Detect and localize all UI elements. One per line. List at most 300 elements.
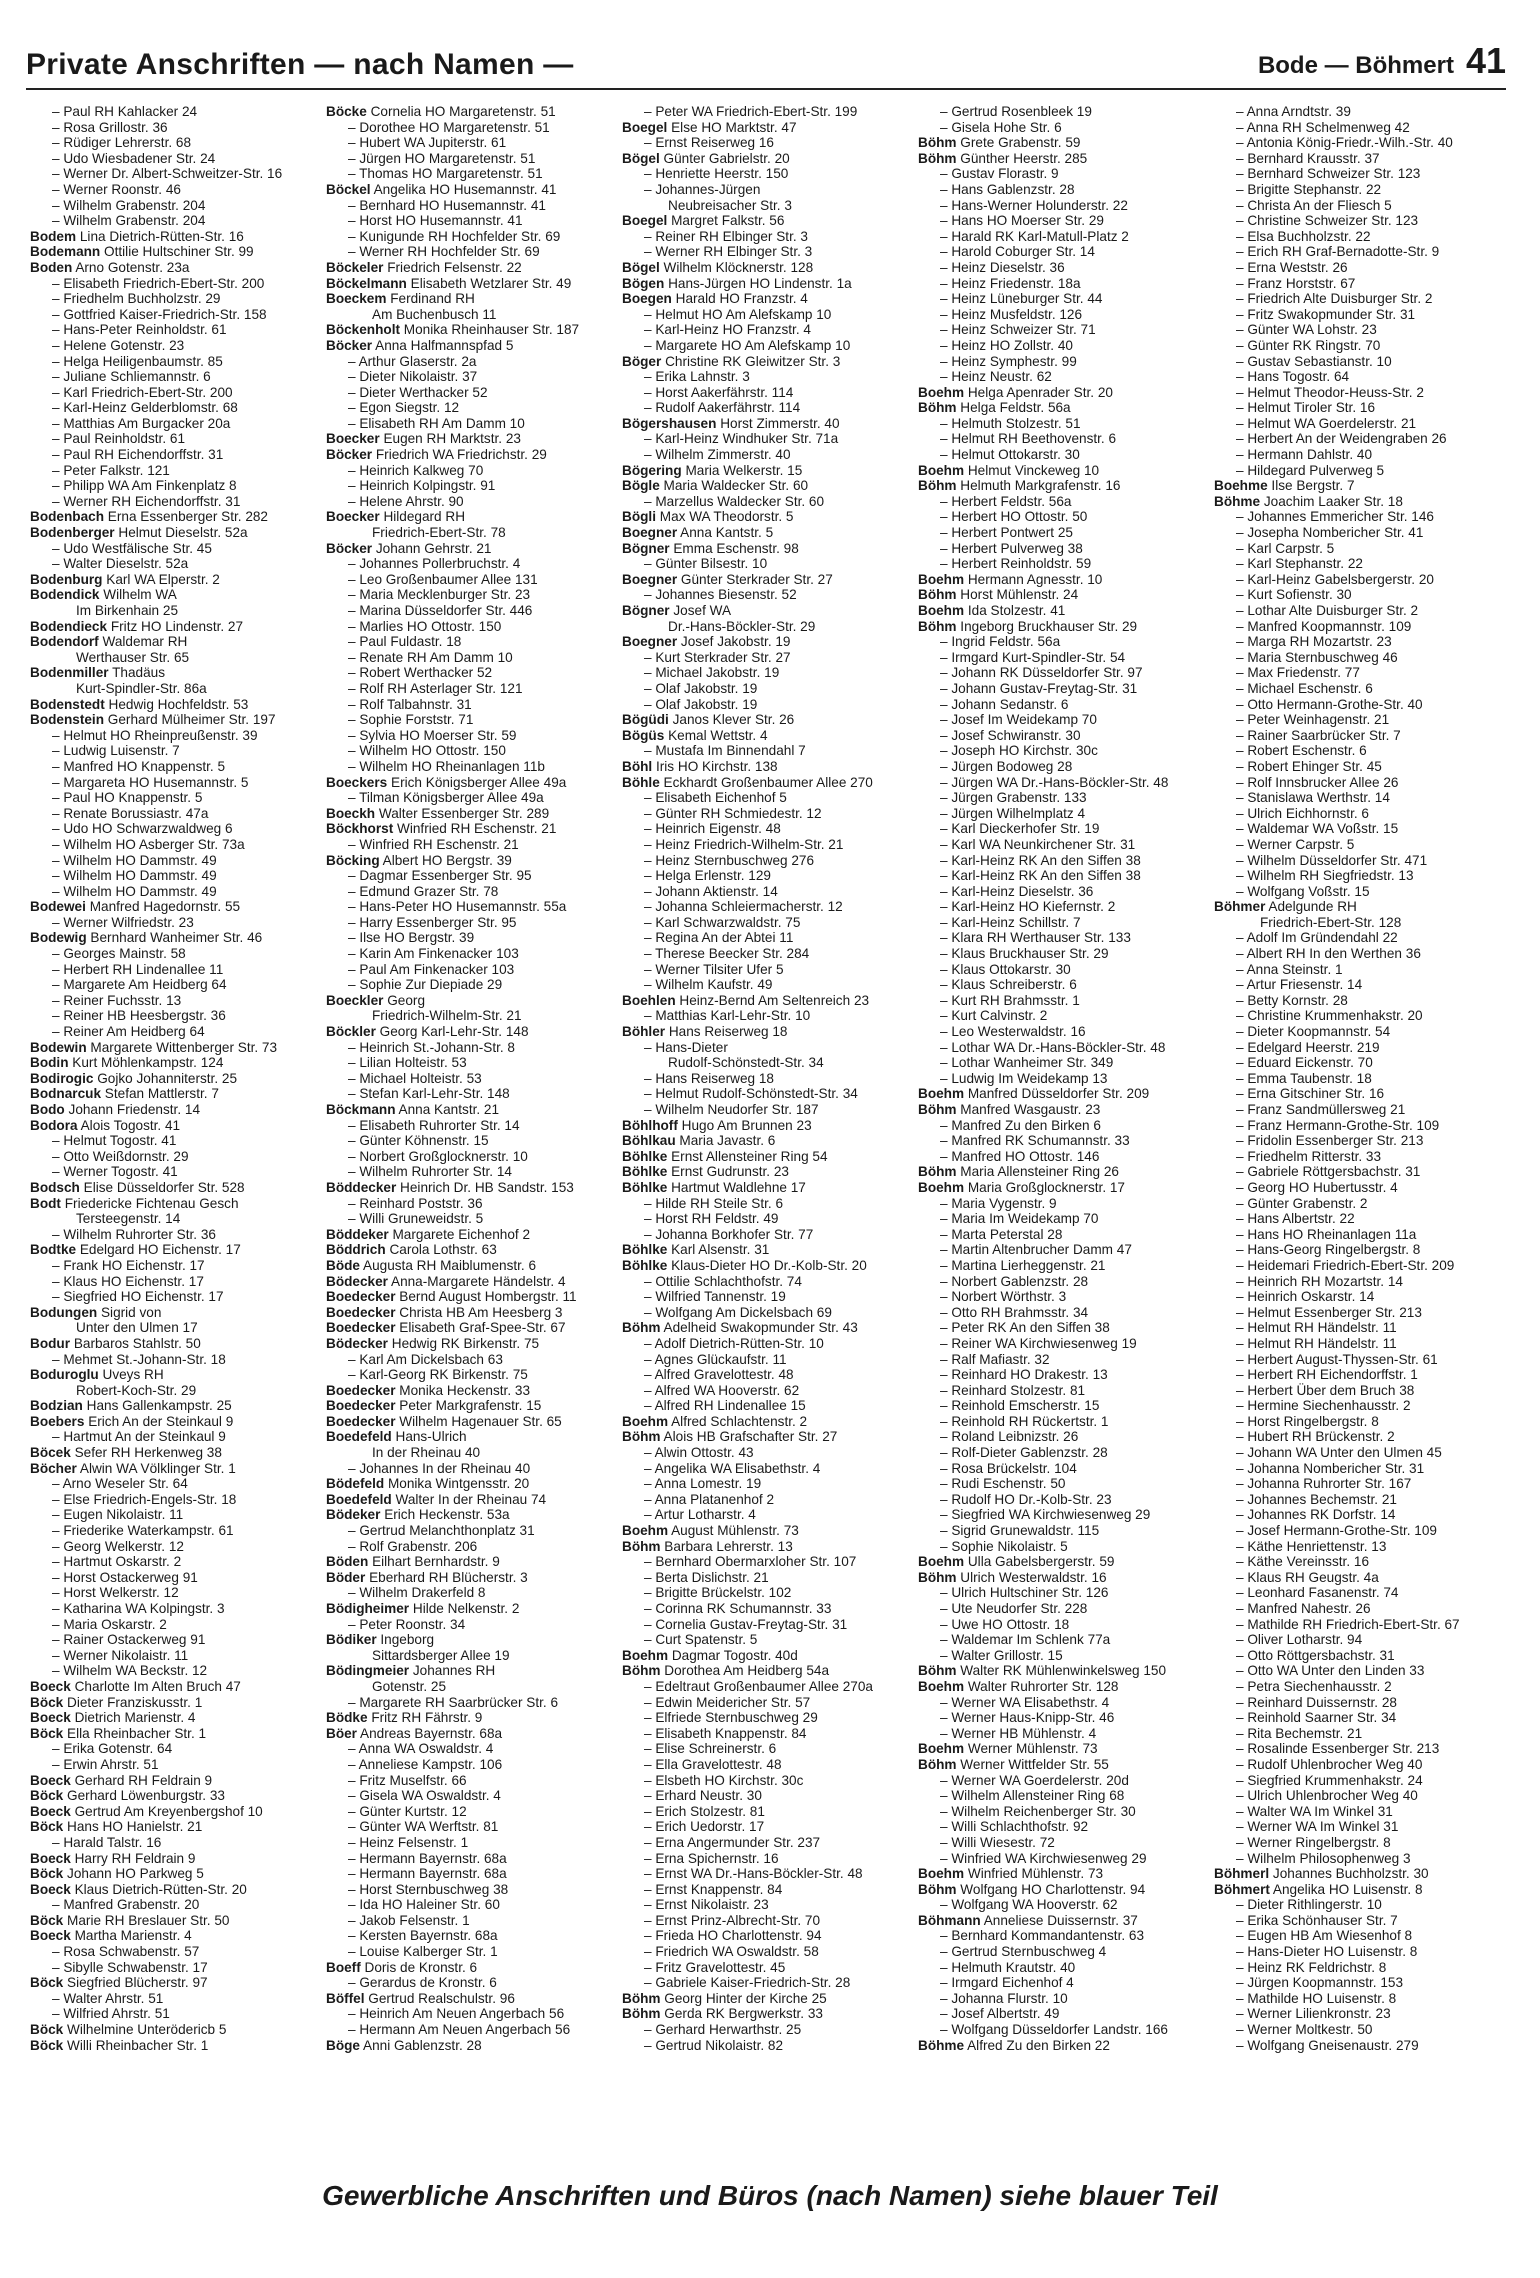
directory-entry: – Horst Welkerstr. 12 — [52, 1585, 179, 1601]
directory-entry: – Jürgen HO Margaretenstr. 51 — [348, 150, 536, 166]
directory-entry: – Karl Dieckerhofer Str. 19 — [940, 821, 1100, 837]
directory-entry: – Klara RH Werthauser Str. 133 — [940, 930, 1131, 946]
entry-details: Georg — [387, 992, 425, 1008]
surname: Bögen — [622, 275, 665, 291]
directory-entry: – Manfred Zu den Birken 6 — [940, 1117, 1101, 1133]
directory-entry — [326, 1554, 618, 1570]
directory-entry: – Josepha Nombericher Str. 41 — [1236, 525, 1424, 541]
directory-entry: – Ludwig Luisenstr. 7 — [52, 743, 180, 759]
directory-entry: – Erhard Neustr. 30 — [644, 1788, 762, 1804]
directory-entry — [326, 104, 618, 120]
entry-details: Walter In der Rheinau 74 — [395, 1491, 547, 1507]
surname: Boegel — [622, 119, 668, 135]
directory-entry: – Erika Gotenstr. 64 — [52, 1741, 173, 1757]
directory-entry: – Gustav Sebastianstr. 10 — [1236, 353, 1392, 369]
directory-entry: Werthauser Str. 65 — [76, 649, 190, 665]
surname: Böhmer — [1214, 899, 1266, 915]
entry-details: Friedrich Felsenstr. 22 — [387, 259, 522, 275]
entry-details: Harald HO Franzstr. 4 — [675, 291, 808, 307]
directory-entry: – Dieter Werthacker 52 — [348, 384, 488, 400]
entry-details: Ernst Gudrunstr. 23 — [671, 1164, 789, 1180]
entry-details: Helga Apenrader Str. 20 — [967, 384, 1113, 400]
surname: Bodenburg — [30, 571, 103, 587]
directory-entry: – Bernhard Krausstr. 37 — [1236, 150, 1380, 166]
entry-details: Sefer RH Herkenweg 38 — [74, 1445, 222, 1461]
directory-entry: – Rudi Eschenstr. 50 — [940, 1476, 1066, 1492]
surname: Böcker — [326, 447, 373, 463]
directory-entry: – Helmut RH Händelstr. 11 — [1236, 1335, 1397, 1351]
directory-entry: – Harry Essenberger Str. 95 — [348, 914, 517, 930]
surname: Bödke — [326, 1710, 368, 1726]
directory-entry: – Heinz Dieselstr. 36 — [940, 259, 1065, 275]
directory-entry: – Wilhelm HO Ottostr. 150 — [348, 743, 506, 759]
entry-details: Elise Düsseldorfer Str. 528 — [83, 1179, 245, 1195]
surname: Böhl — [622, 758, 653, 774]
entry-details: Margarete Eichenhof 2 — [392, 1226, 531, 1242]
directory-entry: – Reinhard Poststr. 36 — [348, 1195, 483, 1211]
directory-entry — [622, 572, 914, 588]
entry-details: Ottilie Hultschiner Str. 99 — [104, 244, 254, 260]
directory-entry: – Wolfgang Düsseldorfer Landstr. 166 — [940, 2022, 1168, 2038]
directory-entry: – Horst RH Feldstr. 49 — [644, 1211, 779, 1227]
directory-entry: – Ernst WA Dr.-Hans-Böckler-Str. 48 — [644, 1866, 863, 1882]
directory-entry: – Hans Togostr. 64 — [1236, 369, 1350, 385]
directory-entry: – Bernhard HO Husemannstr. 41 — [348, 197, 546, 213]
directory-entry: – Alfred Gravelottestr. 48 — [644, 1367, 794, 1383]
entry-details: Barbaros Stahlstr. 50 — [73, 1335, 201, 1351]
directory-entry: Gotenstr. 25 — [372, 1678, 447, 1694]
surname: Boehm — [918, 571, 965, 587]
surname: Boeckem — [326, 291, 387, 307]
directory-entry: – Sylvia HO Moerser Str. 59 — [348, 727, 517, 743]
directory-entry — [326, 182, 618, 198]
directory-entry: – Manfred HO Knappenstr. 5 — [52, 758, 226, 774]
directory-entry: – Hermine Siechenhausstr. 2 — [1236, 1398, 1411, 1414]
surname: Bodendorf — [30, 634, 99, 650]
directory-entry: – Siegfried HO Eichenstr. 17 — [52, 1289, 224, 1305]
entry-details: Gertrud Am Kreyenbergshof 10 — [74, 1803, 263, 1819]
directory-entry — [30, 930, 322, 946]
directory-entry: – Wilhelm RH Siegfriedstr. 13 — [1236, 868, 1414, 884]
directory-entry: – Dieter Rithlingerstr. 10 — [1236, 1897, 1382, 1913]
directory-entry: – Heinz Neustr. 62 — [940, 369, 1052, 385]
directory-entry — [30, 2038, 322, 2054]
directory-entry: – Thomas HO Margaretenstr. 51 — [348, 166, 543, 182]
directory-entry: – Johannes Pollerbruchstr. 4 — [348, 556, 521, 572]
directory-entry: – Marina Düsseldorfer Str. 446 — [348, 603, 533, 618]
directory-entry: – Petra Siechenhausstr. 2 — [1236, 1678, 1392, 1694]
directory-entry: – Gisela WA Oswaldstr. 4 — [348, 1788, 501, 1804]
directory-entry: – Irmgard Eichenhof 4 — [940, 1975, 1074, 1991]
entry-details: Anna-Margarete Händelstr. 4 — [391, 1273, 566, 1289]
directory-entry — [918, 1882, 1210, 1898]
directory-entry — [1214, 494, 1506, 510]
directory-entry: – Helga Erlenstr. 129 — [644, 868, 771, 884]
directory-entry: – Ernst Knappenstr. 84 — [644, 1881, 783, 1897]
directory-entry: – Wilhelm HO Rheinanlagen 11b — [348, 758, 545, 774]
surname: Böffel — [326, 1990, 365, 2006]
surname: Bögershausen — [622, 415, 717, 431]
directory-entry: – Horst Sternbuschweg 38 — [348, 1881, 509, 1897]
directory-entry: – Olaf Jakobstr. 19 — [644, 680, 758, 696]
entry-details: Werner Wittfelder Str. 55 — [960, 1756, 1109, 1772]
surname: Bodt — [30, 1195, 61, 1211]
directory-entry: – Manfred HO Ottostr. 146 — [940, 1148, 1100, 1164]
surname: Böhm — [918, 400, 957, 416]
directory-entry: – Leo Großenbaumer Allee 131 — [348, 571, 538, 587]
directory-entry — [30, 1773, 322, 1789]
directory-entry: – Erna Weststr. 26 — [1236, 259, 1348, 275]
directory-entry: – Johann Aktienstr. 14 — [644, 883, 778, 899]
directory-entry: – Hans-Dieter — [644, 1039, 728, 1055]
directory-entry — [918, 463, 1210, 479]
surname: Bögüdi — [622, 712, 669, 728]
directory-entry: – Ida HO Haleiner Str. 60 — [348, 1897, 500, 1913]
directory-entry: – Paul RH Eichendorffstr. 31 — [52, 447, 224, 463]
directory-entry — [622, 151, 914, 167]
surname: Boehm — [918, 1086, 965, 1102]
directory-entry: – Paul Fuldastr. 18 — [348, 634, 462, 650]
directory-entry: – Günter Kurtstr. 12 — [348, 1803, 467, 1819]
directory-entry: Rudolf-Schönstedt-Str. 34 — [668, 1055, 824, 1071]
directory-entry: – Walter Grillostr. 15 — [940, 1647, 1063, 1663]
directory-entry: – Herbert August-Thyssen-Str. 61 — [1236, 1351, 1438, 1367]
directory-entry — [622, 213, 914, 229]
surname: Bodenstedt — [30, 696, 105, 712]
directory-entry: – Heinrich Kalkweg 70 — [348, 462, 484, 478]
directory-entry: – Werner Ringelbergstr. 8 — [1236, 1834, 1391, 1850]
directory-entry — [918, 619, 1210, 635]
directory-entry: – Waldemar Im Schlenk 77a — [940, 1632, 1111, 1648]
directory-entry: – Franz Hermann-Grothe-Str. 109 — [1236, 1117, 1440, 1133]
directory-entry: – Günter WA Lohstr. 23 — [1236, 322, 1377, 338]
surname: Böden — [326, 1554, 369, 1570]
entry-details: Hans Gallenkampstr. 25 — [86, 1398, 232, 1414]
directory-entry: – Herbert Reinholdstr. 59 — [940, 556, 1092, 572]
entry-details: Joachim Laaker Str. 18 — [1263, 493, 1403, 509]
surname: Böde — [326, 1257, 360, 1273]
surname: Böck — [30, 1694, 64, 1710]
entry-details: August Mühlenstr. 73 — [671, 1523, 799, 1539]
directory-entry — [30, 1180, 322, 1196]
directory-entry: – Hermann Bayernstr. 68a — [348, 1866, 507, 1882]
directory-entry: – Walter Dieselstr. 52a — [52, 556, 189, 572]
directory-entry: – Ulrich Hultschiner Str. 126 — [940, 1585, 1109, 1601]
directory-entry — [326, 853, 618, 869]
entry-details: Günter Sterkrader Str. 27 — [680, 571, 833, 587]
surname: Boegner — [622, 525, 678, 541]
directory-entry: – Willi Gruneweidstr. 5 — [348, 1211, 484, 1227]
directory-entry: – Heinrich St.-Johann-Str. 8 — [348, 1039, 515, 1055]
directory-entry: – Horst Ostackerweg 91 — [52, 1569, 198, 1585]
directory-entry: – Johanna Borkhofer Str. 77 — [644, 1226, 814, 1242]
directory-entry: – Hilde RH Steile Str. 6 — [644, 1195, 784, 1211]
entry-details: Friedrich WA Friedrichstr. 29 — [375, 447, 547, 463]
entry-details: Else HO Marktstr. 47 — [671, 119, 797, 135]
directory-entry: – Frieda HO Charlottenstr. 94 — [644, 1928, 822, 1944]
directory-entry: – Eduard Eickenstr. 70 — [1236, 1055, 1373, 1071]
directory-entry: – Erich RH Graf-Bernadotte-Str. 9 — [1236, 244, 1440, 260]
entry-details: Hans-Jürgen HO Lindenstr. 1a — [668, 275, 852, 291]
directory-entry: – Heinz HO Zollstr. 40 — [940, 337, 1073, 353]
directory-entry — [918, 1757, 1210, 1773]
directory-entry: – Gisela Hohe Str. 6 — [940, 119, 1062, 135]
directory-entry — [30, 1305, 322, 1321]
directory-entry — [918, 1180, 1210, 1196]
directory-entry: – Karl Schwarzwaldstr. 75 — [644, 914, 801, 930]
directory-entry — [30, 1414, 322, 1430]
directory-entry: – Heinz Felsenstr. 1 — [348, 1834, 469, 1850]
directory-entry — [30, 1975, 322, 1991]
entry-details: Walter Ruhrorter Str. 128 — [967, 1678, 1119, 1694]
directory-entry: – Helmut RH Beethovenstr. 6 — [940, 431, 1117, 447]
directory-entry — [30, 1102, 322, 1118]
directory-entry — [622, 541, 914, 557]
directory-entry: – Werner WA Goerdelerstr. 20d — [940, 1772, 1129, 1788]
directory-entry: – Heinz Musfeldstr. 126 — [940, 306, 1083, 322]
directory-entry — [30, 1804, 322, 1820]
entry-details: Manfred Düsseldorfer Str. 209 — [967, 1086, 1150, 1102]
directory-entry: Sittardsberger Allee 19 — [372, 1647, 510, 1663]
entry-details: Maria Welkerstr. 15 — [685, 462, 803, 478]
directory-entry: – Gertrud Nikolaistr. 82 — [644, 2037, 784, 2053]
directory-entry: – Fridolin Essenberger Str. 213 — [1236, 1133, 1424, 1149]
directory-entry: – Josef Hermann-Grothe-Str. 109 — [1236, 1523, 1437, 1539]
entry-details: Eugen RH Marktstr. 23 — [383, 431, 521, 447]
directory-entry — [326, 1507, 618, 1523]
directory-entry: – Lothar Wanheimer Str. 349 — [940, 1055, 1114, 1071]
directory-entry: – Josef Albertstr. 49 — [940, 2006, 1060, 2022]
directory-entry: – Kurt Sofienstr. 30 — [1236, 587, 1352, 603]
directory-entry — [918, 1679, 1210, 1695]
directory-entry: – Helga Heiligenbaumstr. 85 — [52, 353, 223, 369]
directory-entry: – Margarete HO Am Alefskamp 10 — [644, 337, 851, 353]
directory-entry: – Heinz Sternbuschweg 276 — [644, 852, 815, 868]
directory-entry: – Rosa Brückelstr. 104 — [940, 1460, 1077, 1476]
directory-entry: – Erika Schönhauser Str. 7 — [1236, 1912, 1398, 1928]
directory-entry — [326, 1476, 618, 1492]
surname: Bödecker — [326, 1273, 388, 1289]
directory-entry — [622, 120, 914, 136]
entry-details: Werner Mühlenstr. 73 — [967, 1741, 1098, 1757]
directory-entry: – Wilhelm HO Asberger Str. 73a — [52, 836, 245, 852]
directory-entry: – Reinhard HO Drakestr. 13 — [940, 1367, 1108, 1383]
surname: Boduroglu — [30, 1367, 99, 1383]
directory-entry — [622, 1118, 914, 1134]
directory-entry: – Helmut Togostr. 41 — [52, 1133, 177, 1149]
directory-entry — [326, 806, 618, 822]
directory-entry: – Matthias Karl-Lehr-Str. 10 — [644, 1008, 811, 1024]
directory-entry: – Horst Ringelbergstr. 8 — [1236, 1413, 1379, 1429]
directory-entry: – Wilhelm Grabenstr. 204 — [52, 213, 206, 229]
directory-entry: – Elisabeth Eichenhof 5 — [644, 790, 787, 806]
directory-entry: – Helmut HO Am Alefskamp 10 — [644, 306, 832, 322]
directory-entry: – Gertrud Melanchthonplatz 31 — [348, 1523, 535, 1539]
directory-entry: – Anna WA Oswaldstr. 4 — [348, 1741, 494, 1757]
directory-entry — [622, 525, 914, 541]
directory-entry: – Katharina WA Kolpingstr. 3 — [52, 1601, 225, 1616]
directory-column — [622, 104, 918, 2154]
directory-entry — [326, 1242, 618, 1258]
directory-entry: – Margarete Am Heidberg 64 — [52, 977, 227, 993]
directory-entry: – Anna RH Schelmenweg 42 — [1236, 119, 1410, 135]
directory-entry: – Mathilde RH Friedrich-Ebert-Str. 67 — [1236, 1616, 1460, 1632]
directory-entry — [918, 572, 1210, 588]
entry-details: Heinrich Dr. HB Sandstr. 153 — [400, 1179, 574, 1195]
entry-details: Ernst Allensteiner Ring 54 — [671, 1148, 828, 1164]
directory-entry — [30, 1445, 322, 1461]
directory-entry: – Sigrid Grunewaldstr. 115 — [940, 1523, 1100, 1539]
surname: Böer — [326, 1725, 357, 1741]
surname: Boeck — [30, 1881, 71, 1897]
directory-entry — [622, 1024, 914, 1040]
page-range — [1258, 40, 1506, 82]
entry-details: Peter Markgrafenstr. 15 — [399, 1398, 542, 1414]
directory-entry: – Reinhold Saarner Str. 34 — [1236, 1710, 1397, 1726]
surname: Böddecker — [326, 1179, 397, 1195]
directory-entry: – Karin Am Finkenacker 103 — [348, 946, 519, 962]
directory-entry: – Helmut Theodor-Heuss-Str. 2 — [1236, 384, 1424, 400]
surname: Boeck — [30, 1803, 71, 1819]
entry-details: Erna Essenberger Str. 282 — [107, 509, 268, 525]
surname: Böhme — [918, 2037, 965, 2053]
directory-entry: – Jürgen Koopmannstr. 153 — [1236, 1975, 1404, 1991]
directory-entry: – Frank HO Eichenstr. 17 — [52, 1257, 205, 1273]
entry-details: Dorothea Am Heidberg 54a — [664, 1663, 830, 1679]
directory-entry — [30, 525, 322, 541]
surname: Bödigheimer — [326, 1601, 410, 1616]
surname: Boegel — [622, 213, 668, 229]
surname: Böhm — [918, 1569, 957, 1585]
directory-entry: – Karl-Heinz Windhuker Str. 71a — [644, 431, 839, 447]
directory-entry: – Joseph HO Kirchstr. 30c — [940, 743, 1098, 759]
directory-entry — [30, 697, 322, 713]
surname: Böddrich — [326, 1242, 386, 1258]
directory-entry: – Reinhard Stolzestr. 81 — [940, 1382, 1086, 1398]
directory-entry: – Artur Lotharstr. 4 — [644, 1507, 756, 1523]
directory-entry: – Arno Weseler Str. 64 — [52, 1476, 188, 1492]
directory-entry: – Wilhelm Ruhrorter Str. 36 — [52, 1226, 216, 1242]
surname: Boeck — [30, 1928, 71, 1944]
directory-entry: – Werner RH Eichendorffstr. 31 — [52, 493, 241, 509]
directory-entry: – Maria Im Weidekamp 70 — [940, 1211, 1099, 1227]
directory-entry: – Siegfried Krummenhakstr. 24 — [1236, 1772, 1423, 1788]
directory-entry: – Tilman Königsberger Allee 49a — [348, 790, 544, 806]
entry-details: Fritz HO Lindenstr. 27 — [110, 618, 244, 634]
directory-entry: – Christine Schweizer Str. 123 — [1236, 213, 1419, 229]
directory-entry: – Alwin Ottostr. 43 — [644, 1445, 754, 1461]
entry-details: Georg Hinter der Kirche 25 — [664, 1990, 827, 2006]
directory-entry: – Ilse HO Bergstr. 39 — [348, 930, 475, 946]
directory-entry: – Reiner Am Heidberg 64 — [52, 1024, 205, 1040]
entry-details: Arno Gotenstr. 23a — [75, 259, 190, 275]
directory-entry: – Marzellus Waldecker Str. 60 — [644, 493, 825, 509]
directory-entry: – Michael Eschenstr. 6 — [1236, 680, 1373, 696]
surname: Böhm — [622, 1663, 661, 1679]
directory-entry: – Erna Spichernstr. 16 — [644, 1850, 779, 1866]
directory-entry — [918, 2038, 1210, 2054]
entry-details: Wolfgang HO Charlottenstr. 94 — [960, 1881, 1146, 1897]
directory-entry: – Erika Lahnstr. 3 — [644, 369, 750, 385]
directory-entry — [30, 1788, 322, 1804]
entry-details: Marie RH Breslauer Str. 50 — [67, 1912, 230, 1928]
directory-entry: – Ernst Reiserweg 16 — [644, 135, 774, 151]
directory-entry: Im Birkenhain 25 — [76, 603, 179, 618]
directory-entry — [326, 447, 618, 463]
directory-entry: – Rosalinde Essenberger Str. 213 — [1236, 1741, 1440, 1757]
directory-entry — [918, 478, 1210, 494]
directory-entry: – Werner Nikolaistr. 11 — [52, 1647, 189, 1663]
entry-details: Anni Gablenzstr. 28 — [363, 2037, 482, 2053]
directory-entry — [30, 619, 322, 635]
directory-entry: – Hans-Georg Ringelbergstr. 8 — [1236, 1242, 1421, 1258]
directory-entry: – Klaus Ottokarstr. 30 — [940, 961, 1071, 977]
directory-entry — [30, 1336, 322, 1352]
directory-entry: – Georg Welkerstr. 12 — [52, 1538, 184, 1554]
directory-entry: – Harold Coburger Str. 14 — [940, 244, 1095, 260]
directory-entry — [326, 1663, 618, 1679]
directory-entry: – Lothar WA Dr.-Hans-Böckler-Str. 48 — [940, 1039, 1166, 1055]
directory-entry: – Gabriele Röttgersbachstr. 31 — [1236, 1164, 1421, 1180]
entry-details: Andreas Bayernstr. 68a — [360, 1725, 503, 1741]
directory-entry: – Edmund Grazer Str. 78 — [348, 883, 499, 899]
surname: Boedecker — [326, 1413, 396, 1429]
directory-entry: – Jürgen Wilhelmplatz 4 — [940, 805, 1086, 821]
entry-details: Hedwig RK Birkenstr. 75 — [391, 1335, 540, 1351]
directory-entry: – Maria Sternbuschweg 46 — [1236, 649, 1398, 665]
entry-details: Ulla Gabelsbergerstr. 59 — [967, 1554, 1115, 1570]
directory-entry: – Elisabeth Knappenstr. 84 — [644, 1725, 807, 1741]
directory-entry — [326, 1274, 618, 1290]
directory-entry: – Johannes Bechemstr. 21 — [1236, 1491, 1397, 1507]
directory-entry: – Johanna Flurstr. 10 — [940, 1990, 1068, 2006]
directory-entry: – Wolfgang Gneisenaustr. 279 — [1236, 2037, 1419, 2053]
directory-entry — [622, 1523, 914, 1539]
directory-entry: – Reiner Fuchsstr. 13 — [52, 992, 182, 1008]
directory-entry — [326, 1258, 618, 1274]
directory-entry: – Johanna Ruhrorter Str. 167 — [1236, 1476, 1412, 1492]
directory-entry: – Helmut HO Rheinpreußenstr. 39 — [52, 727, 258, 743]
surname: Boebers — [30, 1413, 85, 1429]
directory-entry: – Bernhard Obermarxloher Str. 107 — [644, 1554, 857, 1570]
directory-entry: – Robert Werthacker 52 — [348, 665, 493, 681]
directory-entry: – Georg HO Hubertusstr. 4 — [1236, 1179, 1398, 1195]
surname: Bodem — [30, 228, 77, 244]
surname: Böcher — [30, 1460, 77, 1476]
directory-column — [30, 104, 326, 2154]
directory-entry: – Henriette Heerstr. 150 — [644, 166, 789, 182]
directory-entry: – Adolf Dietrich-Rütten-Str. 10 — [644, 1335, 824, 1351]
surname: Böger — [622, 353, 662, 369]
entry-details: Monika Rheinhauser Str. 187 — [403, 322, 580, 338]
directory-entry: – Peter Weinhagenstr. 21 — [1236, 712, 1390, 728]
entry-details: Johann Friedenstr. 14 — [68, 1102, 201, 1117]
entry-details: Alwin WA Völklinger Str. 1 — [79, 1460, 236, 1476]
directory-entry: – Udo HO Schwarzwaldweg 6 — [52, 821, 233, 837]
surname: Boeckers — [326, 774, 388, 790]
entry-details: Dieter Franziskusstr. 1 — [67, 1694, 203, 1710]
directory-entry — [918, 151, 1210, 167]
directory-entry: – Roland Leibnizstr. 26 — [940, 1429, 1079, 1445]
directory-entry: – Werner Lilienkronstr. 23 — [1236, 2006, 1391, 2022]
entry-details: Christine RK Gleiwitzer Str. 3 — [665, 353, 841, 369]
directory-entry: – Irmgard Kurt-Spindler-Str. 54 — [940, 649, 1126, 665]
directory-entry: – Otto WA Unter den Linden 33 — [1236, 1663, 1425, 1679]
directory-entry: – Helmut Rudolf-Schönstedt-Str. 34 — [644, 1086, 858, 1102]
surname: Böck — [30, 1866, 64, 1882]
directory-entry — [326, 1570, 618, 1586]
directory-entry: Am Buchenbusch 11 — [372, 306, 497, 322]
